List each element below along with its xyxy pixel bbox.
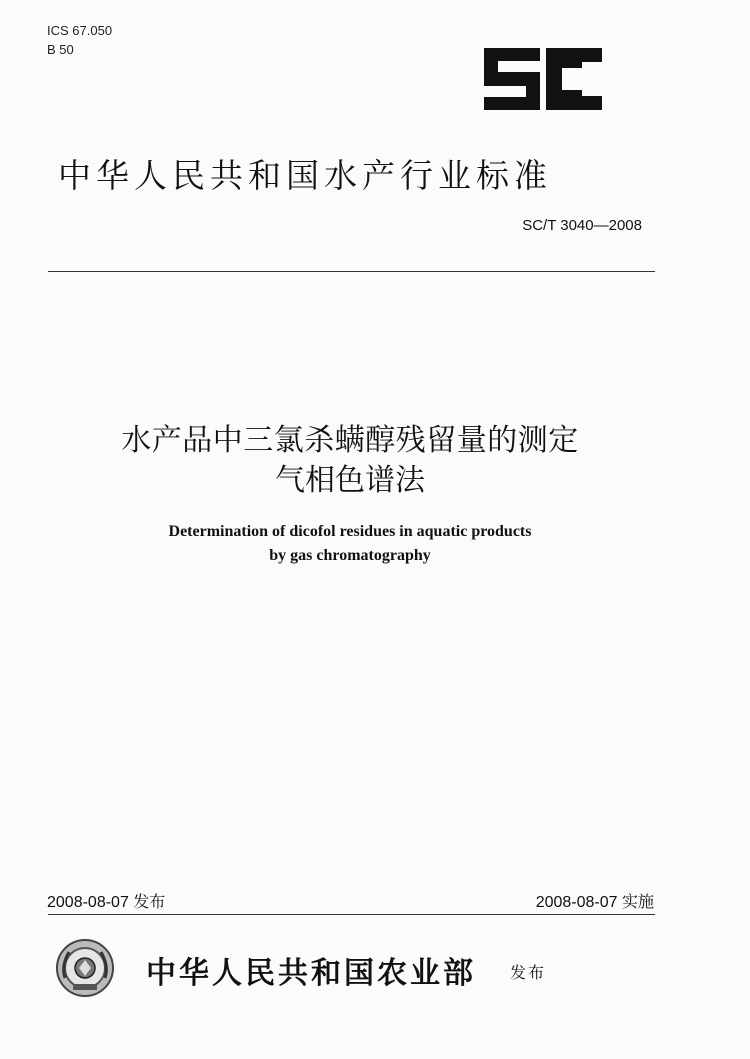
classification-code: B 50: [47, 42, 74, 57]
english-title-line-2: by gas chromatography: [269, 547, 431, 564]
ics-code: ICS 67.050: [47, 23, 113, 38]
top-divider: [48, 271, 655, 272]
issue-date: 2008-08-07 发布: [47, 894, 166, 911]
standard-title: 中华人民共和国水产行业标准: [58, 156, 552, 195]
ministry-emblem-icon: [55, 938, 115, 998]
issuing-authority: 中华人民共和国农业部: [146, 956, 476, 991]
bottom-divider: [48, 914, 655, 915]
issue-label: 发布: [510, 963, 547, 982]
chinese-title-line-1: 水产品中三氯杀螨醇残留量的测定: [121, 423, 579, 458]
sc-logo: [484, 48, 602, 110]
implementation-date: 2008-08-07 实施: [535, 894, 654, 911]
standard-number: SC/T 3040—2008: [522, 217, 642, 234]
chinese-title-line-2: 气相色谱法: [275, 463, 425, 498]
english-title-line-1: Determination of dicofol residues in aquatic products: [168, 523, 532, 540]
